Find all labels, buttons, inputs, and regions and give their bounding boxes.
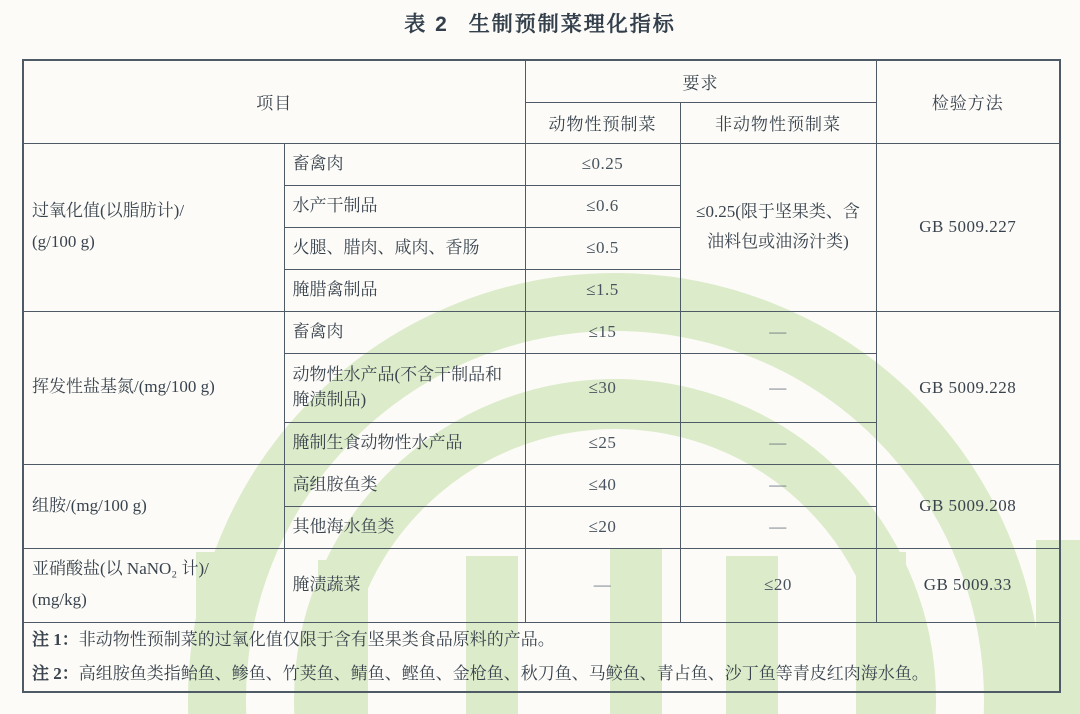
item-nitrite [23, 548, 284, 622]
item-name-line1: 过氧化值(以脂肪计)/ [32, 201, 185, 221]
subitem-cell: 腌腊禽制品 [284, 269, 525, 311]
header-non-animal: 非动物性预制菜 [680, 102, 876, 143]
animal-value-cell: — [525, 548, 680, 622]
note-1-label: 注 1： [32, 629, 79, 649]
physiochemical-indicators-table [22, 59, 1061, 693]
item-peroxide-value [23, 143, 284, 311]
method-cell: GB 5009.33 [876, 548, 1060, 622]
animal-value-cell: ≤20 [525, 506, 680, 548]
method-cell: GB 5009.228 [876, 311, 1060, 464]
animal-value-cell: ≤0.25 [525, 143, 680, 185]
header-method: 检验方法 [876, 60, 1060, 143]
note-1-text: 非动物性预制菜的过氧化值仅限于含有坚果类食品原料的产品。 [78, 629, 555, 649]
item-name-line1: 组胺/(mg/100 g) [32, 495, 147, 515]
non-animal-value-cell: — [680, 422, 876, 464]
animal-value-cell: ≤30 [525, 353, 680, 422]
note-2-label: 注 2： [32, 663, 79, 683]
non-animal-value-cell: — [680, 464, 876, 506]
subitem-cell: 畜禽肉 [284, 143, 525, 185]
animal-value-cell: ≤15 [525, 311, 680, 353]
animal-value-cell: ≤0.6 [525, 185, 680, 227]
table-row [23, 464, 1060, 506]
animal-value-cell: ≤25 [525, 422, 680, 464]
table-row [23, 143, 1060, 185]
subitem-cell: 畜禽肉 [284, 311, 525, 353]
subitem-cell: 动物性水产品(不含干制品和腌渍制品) [284, 353, 525, 422]
note-2 [32, 657, 1051, 691]
non-animal-value-cell: ≤0.25(限于坚果类、含油料包或油汤汁类) [680, 143, 876, 311]
subitem-cell: 水产干制品 [284, 185, 525, 227]
header-item: 项目 [23, 60, 525, 143]
animal-value-cell: ≤0.5 [525, 227, 680, 269]
item-name-line1: 亚硝酸盐(以 NaNO₂ 计)/ [32, 559, 209, 579]
notes-row [23, 622, 1060, 692]
header-requirement: 要求 [525, 60, 876, 102]
item-name-line2: (mg/kg) [32, 590, 87, 609]
item-histamine [23, 464, 284, 548]
note-1 [32, 623, 1051, 657]
note-2-text: 高组胺鱼类指鲐鱼、鲹鱼、竹荚鱼、鲭鱼、鲣鱼、金枪鱼、秋刀鱼、马鲛鱼、青占鱼、沙丁鱼等青皮红肉海水鱼。 [78, 663, 929, 683]
non-animal-value-cell: — [680, 311, 876, 353]
method-cell: GB 5009.208 [876, 464, 1060, 548]
table-row [23, 311, 1060, 353]
table-title [0, 8, 1080, 38]
non-animal-value-cell: ≤20 [680, 548, 876, 622]
non-animal-value-cell: — [680, 506, 876, 548]
subitem-cell: 火腿、腊肉、咸肉、香肠 [284, 227, 525, 269]
table-row [23, 548, 1060, 622]
table-notes [23, 622, 1060, 692]
method-cell: GB 5009.227 [876, 143, 1060, 311]
header-animal: 动物性预制菜 [525, 102, 680, 143]
item-name-line1: 挥发性盐基氮/(mg/100 g) [32, 377, 215, 397]
item-tvbn [23, 311, 284, 464]
subitem-cell: 腌制生食动物性水产品 [284, 422, 525, 464]
subitem-cell: 高组胺鱼类 [284, 464, 525, 506]
non-animal-value-cell: — [680, 353, 876, 422]
header-row-1 [23, 60, 1060, 102]
table-title-number: 表 2 [404, 13, 449, 36]
table-title-text: 生制预制菜理化指标 [468, 13, 676, 36]
item-name-line2: (g/100 g) [32, 232, 95, 251]
subitem-cell: 其他海水鱼类 [284, 506, 525, 548]
animal-value-cell: ≤40 [525, 464, 680, 506]
animal-value-cell: ≤1.5 [525, 269, 680, 311]
subitem-cell: 腌渍蔬菜 [284, 548, 525, 622]
